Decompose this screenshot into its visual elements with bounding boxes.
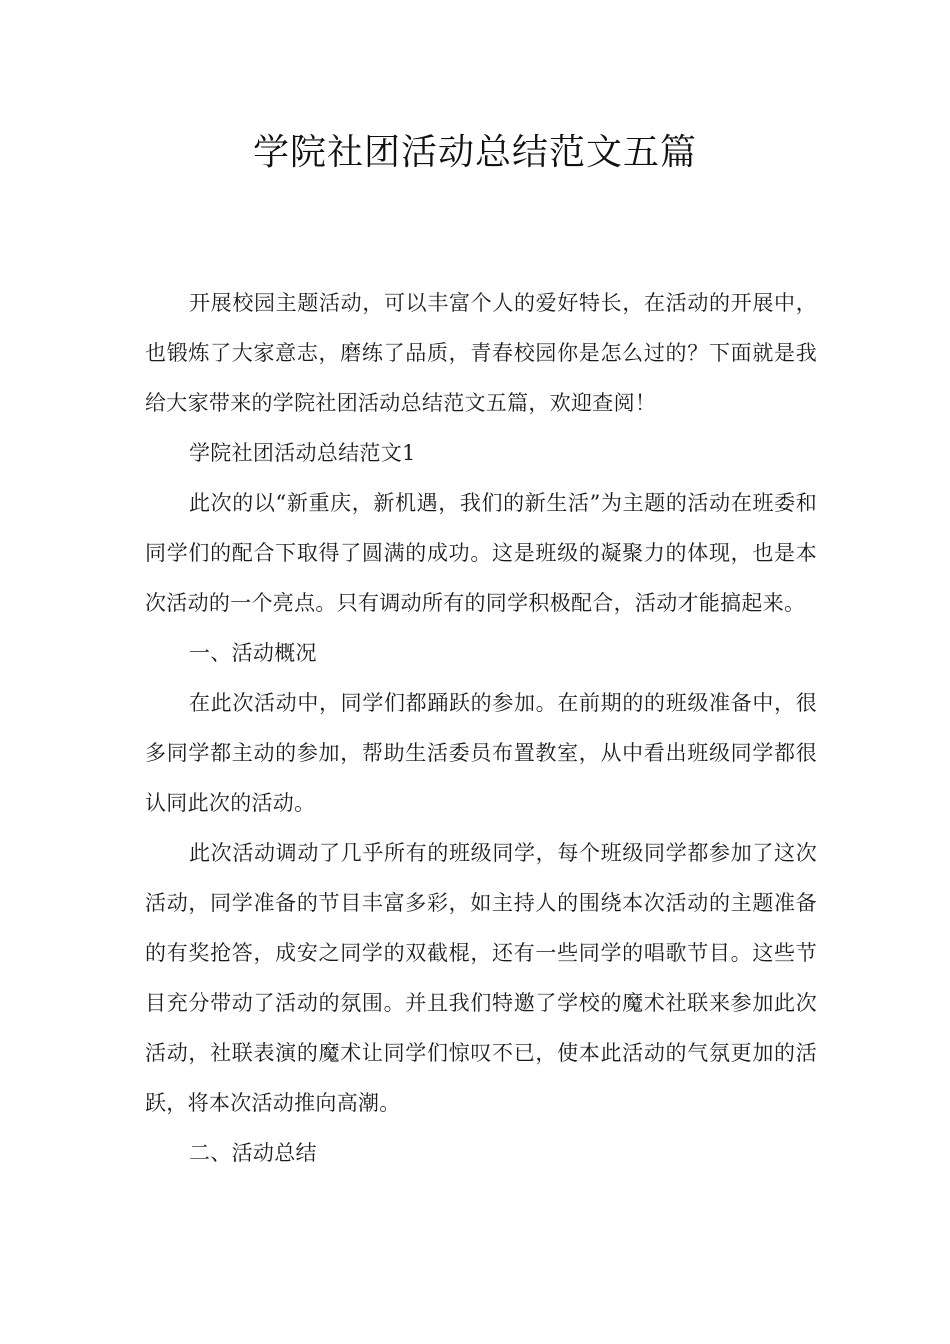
document-body: [145, 278, 817, 1178]
section-heading-sample-1: 学院社团活动总结范文1: [189, 441, 416, 465]
body-paragraph: 此次活动调动了几乎所有的班级同学，每个班级同学都参加了这次活动，同学准备的节目丰富多彩，如主持人的围绕本次活动的主题准备的有奖抢答，成安之同学的双截棍，还有一些同学的唱歌节目。这些节目充分带动了活动的氛围。并且我们特邀了学校的魔术社联来参加此次活动，社联表演的魔术让同学们惊叹不已，使本此活动的气氛更加的活跃，将本次活动推向高潮。: [145, 841, 817, 1115]
intro-paragraph: 开展校园主题活动，可以丰富个人的爱好特长，在活动的开展中，也锻炼了大家意志，磨练了品质，青春校园你是怎么过的？下面就是我给大家带来的学院社团活动总结范文五篇，欢迎查阅！: [145, 291, 817, 415]
body-paragraph: 在此次活动中，同学们都踊跃的参加。在前期的的班级准备中，很多同学都主动的参加，帮助生活委员布置教室，从中看出班级同学都很认同此次的活动。: [145, 691, 817, 815]
section-heading-summary: 二、活动总结: [189, 1141, 317, 1165]
section-heading-overview: 一、活动概况: [189, 641, 317, 665]
document-title: 学院社团活动总结范文五篇: [252, 132, 697, 173]
body-paragraph: 此次的以“新重庆，新机遇，我们的新生活”为主题的活动在班委和同学们的配合下取得了圆满的成功。这是班级的凝聚力的体现，也是本次活动的一个亮点。只有调动所有的同学积极配合，活动才能搞起来。: [145, 491, 817, 615]
